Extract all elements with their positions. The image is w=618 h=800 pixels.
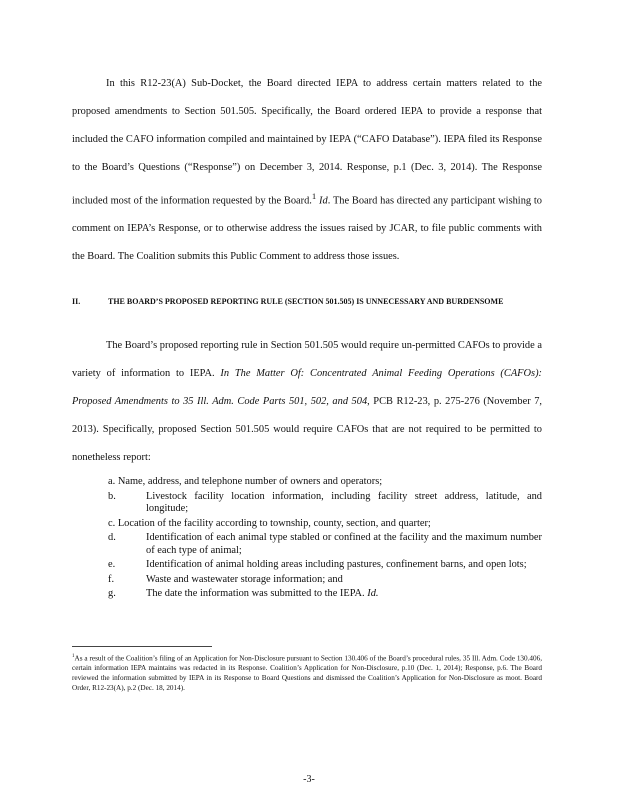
list-item: f. Waste and wastewater storage information; and [108,573,343,585]
id-cite: Id. [367,588,379,599]
footnote-number: 1 [72,654,75,659]
paragraph-1 [72,70,542,271]
list-item: g. The date the information was submitted to the IEPA. Id. [108,588,379,599]
list-item: d. Identification of each animal type stabled or confined at the facility and the maximum number of each type of animal; [108,532,542,556]
list-item: e. Identification of animal holding areas including pastures, confinement barns, and open lots; [108,559,527,570]
section-number: II. [72,297,81,306]
list-item: c. Location of the facility according to township, county, section, and quarter; [108,517,431,529]
paragraph-2-tail: , PCB R12-23, p. 275-276 (November 7, 2013). Specifically, proposed Section 501.505 would require CAFOs that are not required to be permitted to nonetheless report: [72,396,542,463]
id-cite: Id [319,195,328,207]
list-item: a. Name, address, and telephone number of owners and operators; [108,476,383,487]
footnote-text: As a result of the Coalition’s filing of an Application for Non-Disclosure pursuant to Section 130.406 of the Board’s procedural rules, 35 Ill. Adm. Code 130.406, certain information IEPA maintains was redacted in its Response. Coalition’s Application for Non-Disclosure, p.10 (Dec. 1, 2014); Response, p.6. The Board reviewed the information submitted by IEPA in its Response to Board Questions and dismissed the Coalition’s Application for Non-Disclosure as moot. Board Order, R12-23(A), p.2 (Dec. 18, 2014). [72,654,542,693]
footnote-ref: 1 [311,191,317,201]
paragraph-1-tail: . The Board has directed any participant wishing to comment on IEPA’s Response, or to otherwise address the issues raised by JCAR, to file public comments with the Board. The Coalition submits this Public Comment to address those issues. [72,195,542,263]
paragraph-1-text: In this R12-23(A) Sub-Docket, the Board directed IEPA to address certain matters related to the proposed amendments to Section 501.505. Specifically, the Board ordered IEPA to provide a response that included the CAFO information compiled and maintained by IEPA (“CAFO Database”). IEPA filed its Response to the Board’s Questions (“Response”) on December 3, 2014. Response, p.1 (Dec. 3, 2014). The Response included most of the information requested by the Board. [72,78,542,207]
section-heading [72,295,542,309]
case-citation: In The Matter Of: Concentrated Animal Feeding Operations (CAFOs): Proposed Amendments to 35 Ill. Adm. Code Parts 501, 502, and 504 [72,368,542,407]
report-items-list [108,476,542,603]
footnote [72,652,542,693]
section-title: THE BOARD’S PROPOSED REPORTING RULE (SECTION 501.505) IS UNNECESSARY AND BURDENSOME [108,297,504,306]
page-number: -3- [303,774,315,785]
list-item: b. Livestock facility location information, including facility street address, latitude, and longitude; [108,490,542,514]
footnote-divider [72,646,212,647]
paragraph-2-intro: The Board’s proposed reporting rule in Section 501.505 would require un-permitted CAFOs to provide a variety of information to IEPA. [72,340,542,379]
paragraph-2 [72,332,542,472]
